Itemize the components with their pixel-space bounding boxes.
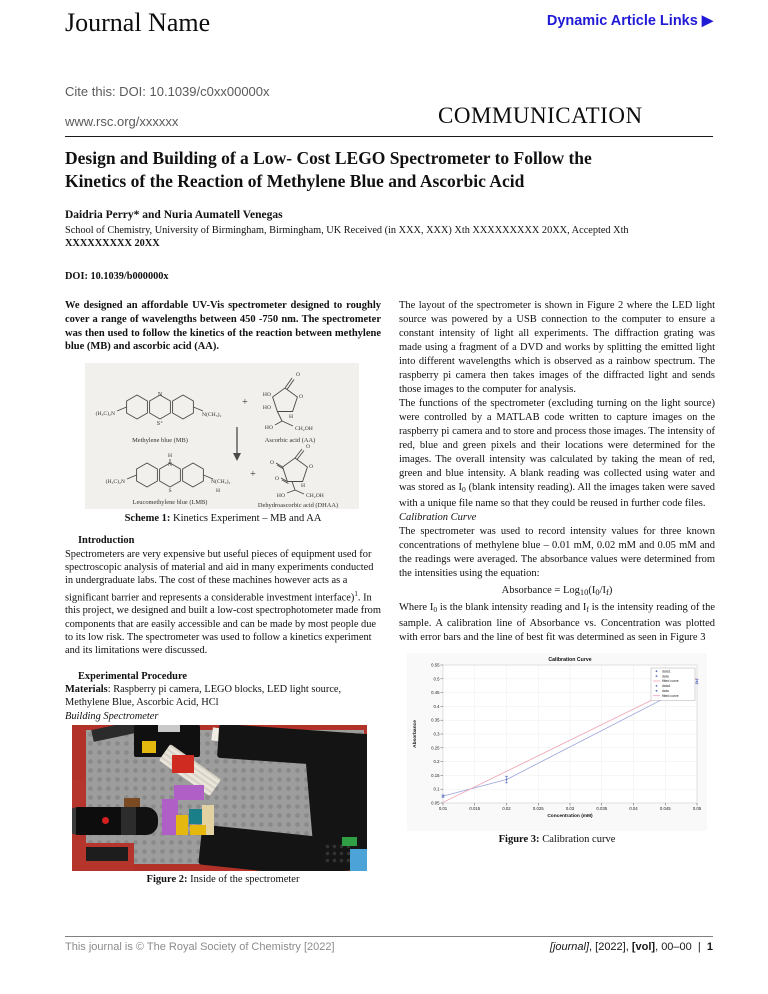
aa-o-top: O (296, 372, 301, 379)
lmb-left-group: (H₃C)₂N (105, 479, 125, 486)
dhaa-h: H (301, 483, 306, 490)
journal-name: Journal Name (65, 8, 211, 37)
lego-brick-red (172, 755, 194, 773)
abstract-text: We designed an affordable UV-Vis spectrometer designed to roughly cover a range of wavelengths between 450 -750 nm. The spectrometer was then used to follow the kinetics of the reaction between methylene blue (MB) and ascorbic acid (AA). (65, 300, 381, 353)
dynamic-article-links-label: Dynamic Article Links (546, 13, 698, 29)
footer-copyright: This journal is © The Royal Society of Chemistry [2022] (65, 941, 335, 953)
cite-doi-line: Cite this: DOI: 10.1039/c0xx00000x (65, 84, 270, 99)
layout-paragraph: The layout of the spectrometer is shown in Figure 2 where the LED light source was powered by a USB connection to the computer to ensure a constant intensity of light all experiments. The diffraction grating was made using a fragment of a DVD and works by splitting the emitted light into different wavelengths which is observed as a rainbow spectrum. The raspberry pi camera then takes images of the diffracted light and sends those images to the computer for analysis. (399, 300, 715, 395)
led-flashlight (72, 807, 158, 835)
svg-text:data1: data1 (662, 669, 671, 674)
figure3-caption-text: Calibration curve (539, 834, 616, 845)
svg-text:0.55: 0.55 (431, 662, 440, 668)
play-arrow-icon: ▶ (701, 13, 713, 29)
lego-brick-yellow-low (190, 825, 206, 835)
figure3-chart (407, 653, 707, 831)
journal-url: www.rsc.org/xxxxxx (65, 114, 179, 129)
aa-ho2: HO (262, 405, 271, 412)
mb-s-atom: S⁺ (156, 421, 164, 428)
mb-n-atom: N (157, 392, 163, 399)
figure2-image (72, 725, 367, 871)
svg-text:Concentration (mM): Concentration (mM) (547, 814, 593, 819)
two-column-body (65, 299, 715, 886)
footer-citation: [journal], [2022], [vol], 00–00 | 1 (549, 941, 713, 953)
introduction-paragraph: Spectrometers are very expensive but useful pieces of equipment used for spectroscopic analysis of material and aid in many experiments conducted in undergraduate labs. The cost of these machines however acts as a significant barrier and represents a considerable investment interface)$^1$. In this project, we designed and built a low-cost spectrophotometer made from components that are easily accessible and can be made by most people due to its low risk. The spectrometer was used to follow a kinetics experiment and its limitations were discussed. (65, 548, 381, 657)
plus-sign-bottom: + (250, 469, 256, 481)
dhaa-o-top: O (306, 444, 311, 451)
scheme1-drawing (85, 363, 359, 509)
figure2-caption-text: Inside of the spectrometer (187, 873, 300, 885)
mb-label: Methylene blue (MB) (132, 437, 188, 445)
svg-text:0.025: 0.025 (532, 806, 544, 811)
reference-superscript: 1 (354, 589, 358, 598)
svg-text:fitted curve: fitted curve (662, 693, 679, 698)
dynamic-article-links-link[interactable] (547, 13, 713, 29)
authors: Daidria Perry* and Nuria Aumatell Venegas (65, 209, 283, 221)
functions-paragraph: The functions of the spectrometer (excluding turning on the light source) were controlled by a MATLAB code written to capture images on the raspberry pi camera and to store and process those images. The intensity of red, blue and green pixels and their locations were determined for the images. The overall intensity was calculated by taking the mean of red, green and blue intensity. A blank reading was collected using water and was stored as $I_0$ (blank intensity reading). All the images taken were saved with a unique file name so that they could be reused in further code files. (399, 398, 715, 509)
footer-vol: [vol] (631, 941, 656, 953)
svg-text:0.05: 0.05 (692, 806, 702, 811)
svg-text:0.4: 0.4 (433, 703, 440, 709)
svg-text:0.45: 0.45 (431, 690, 440, 696)
footer-rule (65, 936, 713, 937)
reaction-arrowhead (233, 453, 241, 461)
article-doi: DOI: 10.1039/b000000x (65, 271, 169, 282)
svg-text:data1: data1 (662, 684, 671, 689)
calibration-paragraph: The spectrometer was used to record intensity values for three known concentrations of methylene blue – 0.01 mM, 0.02 mM and 0.05 mM and the readings were averaged. The absorbance values were determined from the intensities using the equation: (399, 526, 715, 579)
dhaa-ch2oh: CH₂OH (306, 493, 324, 500)
absorbance-equation: Absorbance = $Log_{10}(I_0/I_f)$ (501, 585, 613, 597)
scheme1-caption-text: Kinetics Experiment – MB and AA (170, 513, 322, 525)
article-title-line2: Kinetics of the Reaction of Methylene Blue and Ascorbic Acid (65, 171, 525, 191)
svg-text:0.03: 0.03 (565, 806, 575, 811)
lego-brick-black-bottom-left (86, 847, 128, 861)
svg-text:fitted curve: fitted curve (662, 679, 679, 684)
lmb-n-atom: N (167, 462, 173, 469)
i0-subscript: 0 (461, 485, 466, 494)
figure2-caption-label: Figure 2: (146, 873, 188, 885)
svg-text:0.5: 0.5 (433, 676, 440, 682)
svg-text:0.01: 0.01 (438, 806, 448, 811)
svg-text:0.05: 0.05 (431, 800, 440, 806)
svg-text:0.04: 0.04 (629, 806, 638, 811)
figure3-image (407, 653, 707, 831)
svg-text:0.045: 0.045 (659, 806, 671, 811)
svg-text:0.02: 0.02 (502, 806, 511, 811)
flashlight-button (102, 817, 109, 824)
figure3-caption-label: Figure 3: (498, 834, 540, 845)
mb-right-group: N(CH₃)₂ (202, 412, 222, 419)
equation-explanation-paragraph: Where $I_0$ is the blank intensity reading and $I_f$ is the intensity reading of the sample. A calibration line of Absorbance vs. Concentration was plotted with error bars and the line of best fit was determined as seen in Figure 3 (399, 602, 716, 643)
dhaa-label: Dehydroascorbic acid (DHAA) (257, 502, 339, 510)
camera-bracket (158, 725, 180, 732)
lmb-h-bot: H (216, 488, 221, 495)
experimental-heading: Experimental Procedure (78, 670, 187, 682)
svg-text:0.15: 0.15 (431, 772, 440, 778)
building-spectrometer-subheading: Building Spectrometer (65, 710, 159, 722)
lmb-h-top: H (167, 453, 173, 460)
aa-label: Ascorbic acid (AA) (264, 437, 316, 445)
svg-text:Absorbance: Absorbance (413, 720, 418, 748)
figure3-caption (399, 833, 715, 846)
dhaa-o-ring: O (309, 464, 314, 471)
plus-sign-top: + (242, 397, 248, 409)
svg-text:0.2: 0.2 (433, 759, 440, 765)
introduction-heading: Introduction (78, 535, 135, 547)
aa-o-ring: O (299, 394, 304, 401)
aa-ho3: HO (264, 425, 273, 432)
footer-page-number: 1 (706, 941, 713, 953)
scheme1-caption (65, 512, 381, 525)
lego-brick-teal (189, 809, 202, 824)
materials-paragraph: Materials: Raspberry pi camera, LEGO blocks, LED light source, Methylene Blue, Ascorbic Acid, HCl (65, 683, 342, 709)
scheme1-caption-label: Scheme 1: (124, 513, 171, 525)
svg-text:0.035: 0.035 (596, 806, 608, 811)
svg-text:Calibration Curve: Calibration Curve (548, 657, 592, 663)
aa-ch2oh: CH₂OH (295, 426, 313, 433)
blue-mat-corner (350, 849, 367, 871)
materials-label: Materials (65, 683, 108, 695)
aa-h: H (289, 414, 294, 421)
lmb-right-group: N(CH₃)₂ (211, 479, 231, 486)
lego-brick-purple-top (174, 785, 204, 800)
lego-brick-yellow-small (142, 741, 156, 753)
svg-text:0.1: 0.1 (433, 786, 440, 792)
mb-left-group: (H₃C)₂N (95, 411, 115, 418)
article-title (65, 147, 715, 193)
svg-text:0.3: 0.3 (433, 731, 440, 737)
dhaa-o2: O (274, 476, 279, 483)
lego-brick-yellow (176, 815, 188, 835)
calibration-curve-subheading: Calibration Curve (399, 512, 477, 523)
right-column (399, 299, 715, 886)
svg-text:0.015: 0.015 (469, 806, 481, 811)
lego-brick-green (342, 837, 357, 846)
aa-ho1: HO (262, 392, 271, 399)
affiliation-line1: School of Chemistry, University of Birmingham, Birmingham, UK Received (in XXX, XXX) Xth XXXXXXXXX 20XX, Accepted Xth (65, 225, 629, 236)
svg-text:0.25: 0.25 (431, 745, 440, 751)
svg-text:data: data (662, 674, 669, 679)
header-rule (65, 136, 713, 137)
scheme1-image (85, 363, 359, 509)
svg-text:data: data (662, 689, 669, 693)
left-column (65, 299, 381, 886)
lmb-s-atom: S (168, 488, 172, 495)
affiliation (65, 224, 715, 250)
dhaa-o1: O (269, 460, 274, 467)
lmb-label: Leucomethylene blue (LMB) (132, 499, 208, 507)
figure2-caption (65, 873, 381, 886)
svg-text:0.35: 0.35 (431, 717, 440, 723)
article-title-line1: Design and Building of a Low- Cost LEGO Spectrometer to Follow the (65, 148, 592, 168)
article-type-heading: COMMUNICATION (438, 103, 643, 128)
affiliation-line2: XXXXXXXXX 20XX (65, 238, 160, 249)
dhaa-ho: HO (276, 493, 285, 500)
footer-journal: [journal] (549, 941, 590, 953)
